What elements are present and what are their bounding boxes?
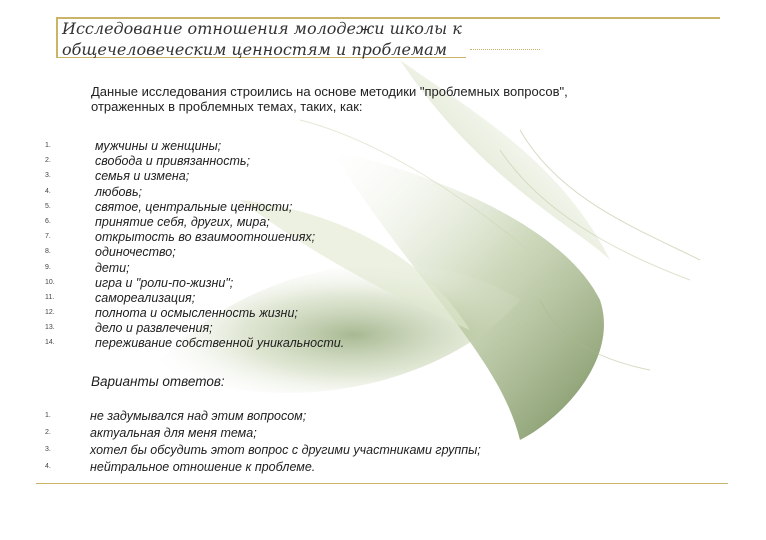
item-number: 3.: [45, 172, 51, 180]
bottom-rule: [36, 483, 728, 484]
item-text: не задумывался над этим вопросом;: [90, 409, 307, 423]
list-item: [45, 154, 665, 169]
themes-list: [45, 139, 665, 352]
answers-list: [45, 409, 665, 477]
item-number: 3.: [45, 446, 51, 453]
item-text: переживание собственной уникальности.: [95, 336, 345, 351]
list-item: [45, 426, 665, 443]
slide-title-line-2: общечеловеческим ценностям и проблемам: [62, 40, 447, 59]
item-text: святое, центральные ценности;: [95, 199, 293, 214]
list-item: [45, 169, 665, 184]
item-text: нейтральное отношение к проблеме.: [90, 460, 316, 474]
item-text: хотел бы обсудить этот вопрос с другими участниками группы;: [90, 443, 481, 457]
list-item: [45, 185, 665, 200]
list-item: [45, 336, 665, 351]
item-number: 8.: [45, 248, 51, 256]
list-item: [45, 291, 665, 306]
item-number: 2.: [45, 157, 51, 165]
list-item: [45, 139, 665, 154]
list-item: [45, 261, 665, 276]
item-number: 13.: [45, 324, 55, 332]
item-text: семья и измена;: [95, 169, 190, 184]
list-item: [45, 245, 665, 260]
list-item: [45, 276, 665, 291]
slide-title-line-1: Исследование отношения молодежи школы к: [62, 19, 462, 38]
intro-text: [91, 84, 731, 114]
item-text: одиночество;: [95, 245, 176, 260]
list-item: [45, 306, 665, 321]
list-item: [45, 409, 665, 426]
item-number: 4.: [45, 463, 51, 470]
list-item: [45, 200, 665, 215]
list-item: [45, 321, 665, 336]
item-text: полнота и осмысленность жизни;: [95, 306, 298, 321]
item-number: 1.: [45, 412, 51, 419]
item-text: самореализация;: [95, 290, 196, 305]
answers-heading: Варианты ответов:: [91, 374, 225, 389]
left-rule: [56, 17, 58, 57]
list-item: [45, 460, 665, 477]
item-number: 7.: [45, 233, 51, 241]
slide-title: [62, 18, 532, 60]
intro-line-2: отраженных в проблемных темах, таких, как:: [91, 99, 363, 114]
item-text: актуальная для меня тема;: [90, 426, 257, 440]
item-text: дело и развлечения;: [95, 321, 213, 336]
item-text: мужчины и женщины;: [95, 139, 222, 153]
item-text: любовь;: [95, 184, 143, 199]
list-item: [45, 215, 665, 230]
item-number: 1.: [45, 142, 51, 149]
item-text: игра и "роли-по-жизни";: [95, 275, 234, 290]
item-number: 9.: [45, 263, 51, 271]
item-text: принятие себя, других, мира;: [95, 214, 270, 229]
item-number: 11.: [45, 293, 55, 301]
item-number: 14.: [45, 339, 55, 347]
item-number: 10.: [45, 278, 55, 286]
item-number: 6.: [45, 217, 51, 225]
item-text: дети;: [95, 260, 130, 275]
intro-line-1: Данные исследования строились на основе методики "проблемных вопросов",: [91, 84, 568, 99]
item-number: 2.: [45, 429, 51, 436]
item-text: свобода и привязанность;: [95, 154, 250, 169]
item-text: открытость во взаимоотношениях;: [95, 230, 316, 245]
list-item: [45, 443, 665, 460]
list-item: [45, 230, 665, 245]
item-number: 5.: [45, 202, 51, 210]
item-number: 12.: [45, 309, 55, 317]
item-number: 4.: [45, 187, 51, 195]
